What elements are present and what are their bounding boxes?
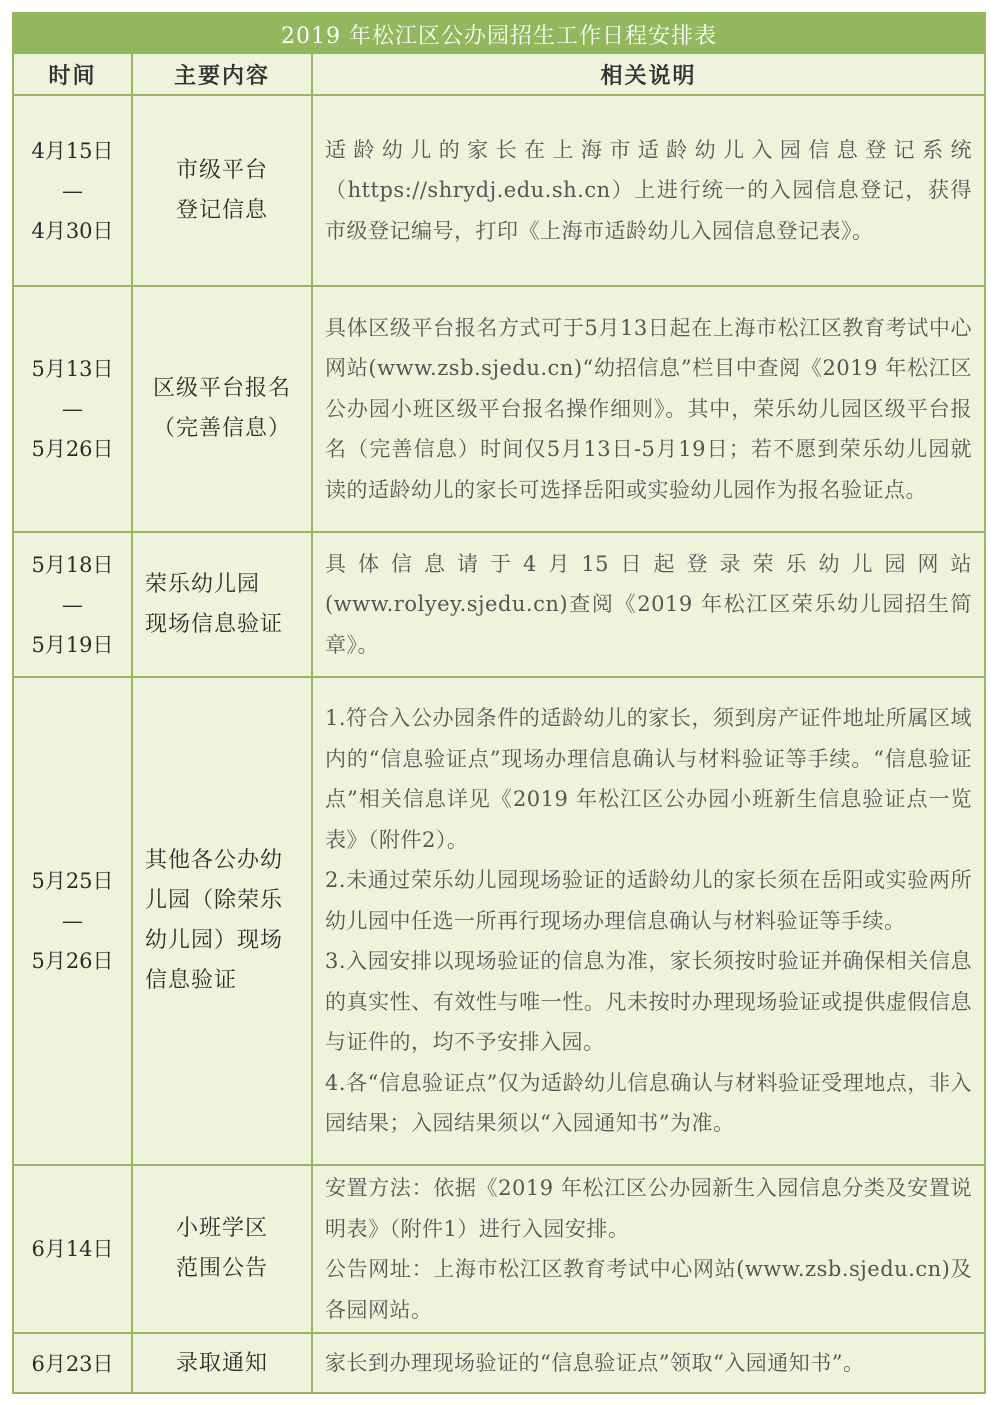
note-paragraph: 安置方法：依据《2019 年松江区公办园新生入园信息分类及安置说明表》（附件1）进行入园安排。	[325, 1176, 972, 1241]
content-line: 儿园（除荣乐	[145, 888, 284, 913]
table-title: 2019 年松江区公办园招生工作日程安排表	[14, 14, 984, 54]
table-row	[14, 95, 984, 286]
time-cell	[14, 677, 132, 1165]
content-line: 信息验证	[145, 968, 238, 993]
time-cell	[14, 1333, 132, 1393]
content-line: 幼儿园）现场	[145, 928, 284, 953]
note-paragraph: 适龄幼儿的家长在上海市适龄幼儿入园信息登记系统（https://shrydj.edu.sh.cn）上进行统一的入园信息登记，获得市级登记编号，打印《上海市适龄幼儿入园信息登记表》。	[325, 137, 972, 243]
header-time: 时间	[14, 54, 132, 95]
table-row	[14, 1333, 984, 1393]
note-paragraph: 2.未通过荣乐幼儿园现场验证的适龄幼儿的家长须在岳阳或实验两所幼儿园中任选一所再行现场办理信息确认与材料验证等手续。	[325, 868, 972, 933]
header-content: 主要内容	[132, 54, 312, 95]
start-date: 6月14日	[31, 1237, 114, 1261]
content-line: 区级平台报名	[152, 376, 291, 401]
schedule-table	[14, 54, 984, 1393]
start-date: 5月13日	[31, 357, 114, 381]
content-cell	[132, 1165, 312, 1333]
table-row	[14, 286, 984, 532]
header-note: 相关说明	[312, 54, 984, 95]
note-paragraph: 具体信息请于4月15日起登录荣乐幼儿园网站(www.rolyey.sjedu.cn)查阅《2019 年松江区荣乐幼儿园招生简章》。	[325, 551, 972, 657]
content-cell	[132, 1333, 312, 1393]
content-line: 范围公告	[175, 1256, 268, 1281]
note-cell	[312, 532, 984, 677]
content-line: 登记信息	[175, 197, 268, 223]
content-cell	[132, 677, 312, 1165]
end-date: 5月19日	[31, 632, 114, 657]
header-row	[14, 54, 984, 95]
schedule-sheet	[12, 12, 986, 1394]
note-cell	[312, 1333, 984, 1393]
note-paragraph: 1.符合入公办园条件的适龄幼儿的家长，须到房产证件地址所属区域内的“信息验证点”现场办理信息确认与材料验证等手续。“信息验证点”相关信息详见《2019 年松江区公办园小班新生信息验证点一览表》（附件2）。	[325, 706, 972, 852]
start-date: 4月15日	[31, 138, 114, 163]
time-cell	[14, 95, 132, 286]
time-cell	[14, 1165, 132, 1333]
content-line: （完善信息）	[152, 416, 291, 441]
content-line: 现场信息验证	[145, 611, 284, 637]
note-cell	[312, 286, 984, 532]
table-row	[14, 677, 984, 1165]
content-cell	[132, 532, 312, 677]
content-line: 录取通知	[175, 1350, 268, 1376]
date-dash: —	[62, 397, 83, 421]
note-paragraph: 4.各“信息验证点”仅为适龄幼儿信息确认与材料验证受理地点，非入园结果；入园结果须以“入园通知书”为准。	[325, 1070, 972, 1136]
note-paragraph: 具体区级平台报名方式可于5月13日起在上海市松江区教育考试中心网站(www.zsb.sjedu.cn)“幼招信息”栏目中查阅《2019 年松江区公办园小班区级平台报名操作细则》。其中，荣乐幼儿园区级平台报名（完善信息）时间仅5月13日-5月19日；若不愿到荣乐幼儿园就读的适龄幼儿的家长可选择岳阳或实验幼儿园作为报名验证点。	[325, 315, 972, 502]
content-line: 荣乐幼儿园	[145, 571, 261, 597]
note-paragraph: 3.入园安排以现场验证的信息为准，家长须按时验证并确保相关信息的真实性、有效性与唯一性。凡未按时办理现场验证或提供虚假信息与证件的，均不予安排入园。	[325, 949, 972, 1055]
date-dash: —	[62, 909, 83, 933]
table-row	[14, 532, 984, 677]
date-dash: —	[62, 178, 83, 203]
end-date: 5月26日	[31, 949, 114, 973]
note-paragraph: 公告网址：上海市松江区教育考试中心网站(www.zsb.sjedu.cn)及各园网站。	[325, 1257, 972, 1322]
content-line: 其他各公办幼	[145, 848, 284, 873]
note-cell	[312, 95, 984, 286]
content-cell	[132, 95, 312, 286]
note-paragraph: 家长到办理现场验证的“信息验证点”领取“入园通知书”。	[325, 1351, 865, 1376]
end-date: 4月30日	[31, 218, 114, 243]
time-cell	[14, 286, 132, 532]
content-cell	[132, 286, 312, 532]
start-date: 6月23日	[31, 1351, 114, 1376]
table-row	[14, 1165, 984, 1333]
note-cell	[312, 1165, 984, 1333]
start-date: 5月18日	[31, 552, 114, 577]
note-cell	[312, 677, 984, 1165]
start-date: 5月25日	[31, 869, 114, 893]
content-line: 小班学区	[175, 1216, 268, 1241]
content-line: 市级平台	[175, 157, 268, 183]
date-dash: —	[62, 592, 83, 617]
end-date: 5月26日	[31, 437, 114, 461]
time-cell	[14, 532, 132, 677]
